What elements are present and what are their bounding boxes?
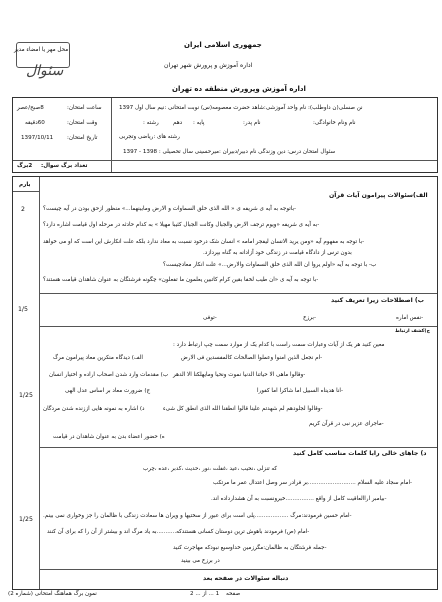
- section-d-title: د) جاهای خالی رابا کلمات مناسب کامل کنید: [293, 450, 427, 457]
- question-3-continued: بدون ترس از دادگاه قیامت در زندگی خود آزادانه به گناه بپردازد.: [203, 250, 352, 256]
- seal-stamp: سئوال: [26, 63, 64, 79]
- match-left-b: ب) مقدمات وارد شدن اصحاب اراده و اختیار انسان: [49, 372, 169, 378]
- date-value: 1397/10/11: [21, 135, 54, 141]
- pages-value: 2برگ: [17, 163, 33, 169]
- grade-label: پایه :: [193, 120, 205, 126]
- duration-label: وقت امتحان:: [67, 120, 98, 126]
- score-column-header: بارم: [19, 182, 31, 188]
- term-6: -برزخ: [303, 315, 316, 321]
- father-label: نام پدر:: [243, 120, 261, 126]
- name-label: نام ونام خانوادگی:: [313, 120, 356, 126]
- school-line: نن صسلی(ن داوطلب): نام واحد آموزشی:شاهد حضرت معصومه(س) نوبت امتحانی :نیم سال اول 1397: [119, 105, 363, 111]
- continue-note: دنباله سئوالات در صفحه بعد: [203, 575, 289, 582]
- match-left-d: د) اشاره به نمونه هایی اززنده شدن مردگان: [43, 406, 145, 412]
- time-value: 8صبح/عصر: [17, 105, 44, 111]
- exam-line: سئوال امتحان درس: دین وزندگی نام دبیر/دبیران :میرحسینی سال تحصیلی : 1398 - 1397: [123, 149, 336, 155]
- fill-17: -جمله فرشتگان به ظالمان:مگرزمین خداوسیع نبودکه مهاجرت کنید: [173, 545, 327, 551]
- question-1: -باتوجه به آیه ی شریفه ی « الله الذی خلق السماوات و الارض ومابینهما...» منظور ازحق بودن در آیه چیست؟: [43, 206, 297, 212]
- match-intro: معین کنید هر یک از آیات وعبارات سمت راست با کدام یک از موارد سمت چپ ارتباط دارد :: [173, 342, 385, 348]
- question-3: -با توجه به مفهوم آیه «ومن یرید الانسان لیفجر امامه » انسان شک درخود نسبت به معاد ندارد بلکه علت انکارش این است که او می خواهد: [43, 239, 365, 245]
- score-c: 1/25: [19, 392, 33, 399]
- match-left-e: ه) حضور اعضاء بدن به عنوان شاهدان در قیامت: [53, 434, 165, 440]
- questions-box: [12, 176, 438, 590]
- country-title: جمهوری اسلامی ایران: [184, 41, 262, 49]
- info-table: [12, 97, 438, 173]
- grade-value: دهم: [173, 120, 183, 126]
- question-2: -به آیه ی شریفه «ویوم ترجف الارض والجبال وکانت الجبال کثیبا مهیلا » به کدام حادثه در مرحله اول قیامت اشاره دارد؟: [43, 222, 320, 228]
- match-left-c: ج) ضرورت معاد بر اساس عدل الهی: [65, 388, 151, 394]
- score-b: 1/5: [18, 306, 28, 313]
- exam-page: [4, 4, 438, 598]
- field-value: رشته های :ریاضی وتجربی: [119, 134, 180, 140]
- fill-16: -امام (ص) فرمودند باهوش ترین دوستان کسانی هستندکه...........به یاد مرگ اند و بیشتر از آن را که برای آن کنند: [47, 529, 310, 535]
- fill-17-continued: در برزخ می بینید: [181, 558, 220, 564]
- match-right-8: -ام نجعل الذین امنوا وعملوا الصالحات کالمفسدین فی الارض: [181, 355, 323, 361]
- question-4: -با توجه به آیه ی «ان طیب لخفا بقین کرام کاتبین یعلمون ما تفعلون» چگونه فرشتگان به عنوان شاهدان قیامت هستند؟: [43, 277, 319, 283]
- match-right-11: -وقالوا لجلودهم لم شهدتم علینا قالوا انطقنا الله الذی انطق کل شیء: [163, 406, 323, 412]
- pages-label: تعداد برگ سوال:: [41, 163, 88, 169]
- section-b-title: ب) اصطلاحات زیرا تعریف کنید: [331, 297, 424, 304]
- time-label: ساعت امتحان:: [67, 105, 102, 111]
- header-area: [4, 4, 438, 93]
- fill-15: -امام حسین فرمودند:مرگ ...................پلی است برای عبور از سختیها و ویران ها سعادت زندگی با ظالمان را جز وخواری نمی بینم.: [43, 513, 352, 519]
- date-label: تاریخ امتحان:: [67, 135, 98, 141]
- form-code: نمون برگ هماهنگ امتحانی (شماره 2): [8, 591, 97, 597]
- section-a-title: الف)سئوالات پیرامون آیات قرآن: [329, 192, 428, 199]
- score-a: 2: [21, 206, 25, 213]
- fill-word-bank: که تنزلی ،نحیب ،عید ،غفلت ،نور ،حدیث ،کدبر ،عده ،چرب: [143, 466, 278, 472]
- term-7: -توفی: [203, 315, 217, 321]
- page-number: 1 ... از ... 2: [190, 591, 220, 597]
- ministry-title: اداره آموزش و پرورش شهر تهران: [164, 62, 253, 69]
- district-title: اداره آموزش وپرورش منطقه ده تهران: [172, 85, 306, 93]
- match-right-12: -ماجرای عزیر نبی در قرآن کریم: [309, 421, 384, 427]
- fill-14: -بیامبر اراالعاقیت کامل از واقع ................خیرونسبت به آن هشدارداده اند.: [211, 496, 387, 502]
- match-right-9: -وقالوا ماهی الا حیاتنا الدنیا نموت ونحیا ومایهلکنا الا الدهر: [173, 372, 306, 378]
- term-5: -نفس اماره: [396, 315, 424, 321]
- question-3b: ب- با توجه به آیه «اولم یروا ان الله الذی خلق السماوات والارض...» علت انکار معادچیست؟: [163, 262, 377, 268]
- match-right-10: -انا هدیناه السبیل اما شاکرا اما کفورا: [257, 388, 343, 394]
- fill-13: -امام سجاد علیه السلام ...........................بر فرادر سر وصل اعتدال عمر ما مرتکب: [213, 480, 413, 486]
- section-c-title: ج)کشف ارتباط: [395, 329, 430, 334]
- seal-caption: محل مهر یا امضاء مدیر: [14, 47, 69, 53]
- match-left-a: الف) دیدگاه منکرین معاد پیرامون مرگ: [53, 355, 143, 361]
- score-d: 1/25: [19, 516, 33, 523]
- page-label: صفحه: [226, 591, 241, 597]
- duration-value: 60دقیقه: [25, 120, 45, 126]
- field-label: رشته :: [143, 120, 159, 126]
